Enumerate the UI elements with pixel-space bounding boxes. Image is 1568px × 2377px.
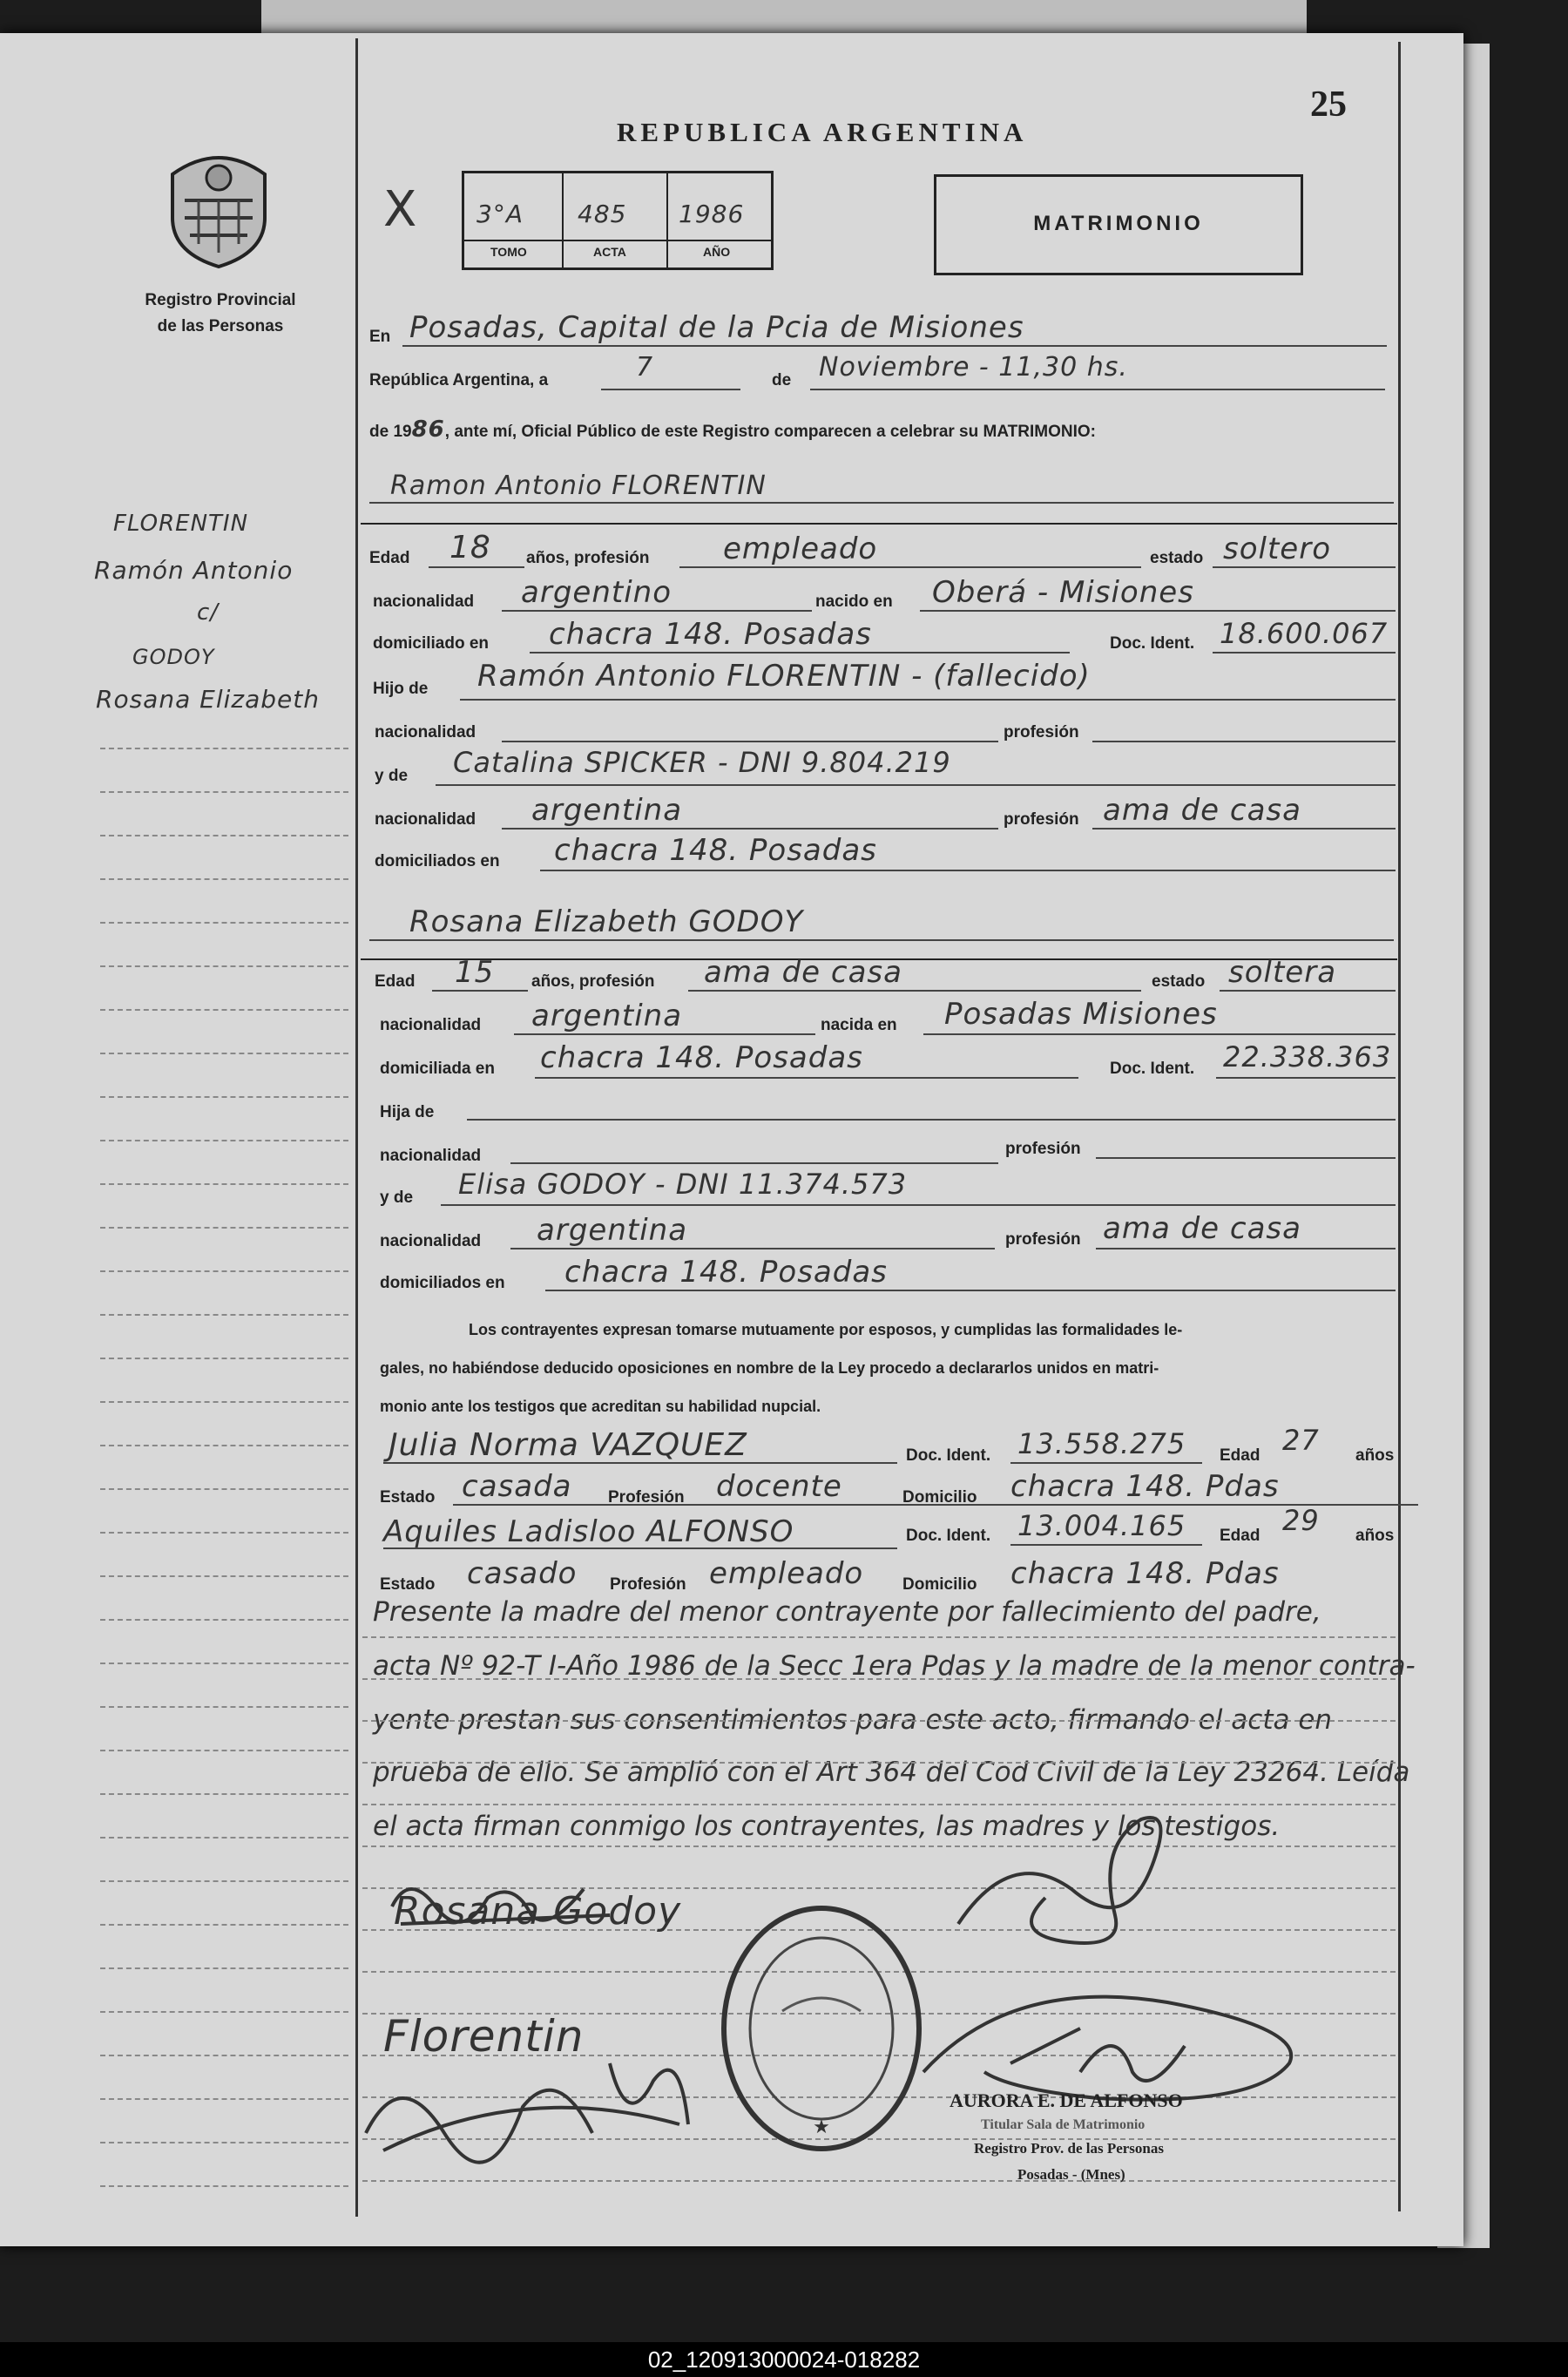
witness-1-edad-label: Edad	[1220, 1446, 1260, 1465]
sidebar-dashed-line	[100, 1401, 348, 1403]
groom-nac: argentino	[521, 575, 672, 610]
bride-dom-label: domiciliada en	[380, 1060, 495, 1078]
sidebar-name-5: Rosana Elizabeth	[96, 685, 320, 714]
sidebar-name-2: Ramón Antonio	[94, 556, 294, 585]
bride-estado: soltera	[1228, 955, 1337, 990]
witness-2-estado-label: Estado	[380, 1575, 436, 1594]
place-value: Posadas, Capital de la Pcia de Misiones	[409, 310, 1024, 345]
sidebar-dashed-line	[100, 1445, 348, 1446]
groom-mother-nac-label: nacionalidad	[375, 810, 476, 829]
stamp-line-4: Posadas - (Mnes)	[1017, 2166, 1125, 2183]
margin-line-right	[1398, 42, 1401, 2211]
matrimonio-label: MATRIMONIO	[1033, 212, 1204, 235]
country-title: REPUBLICA ARGENTINA	[617, 117, 1028, 147]
sidebar-dashed-line	[100, 1532, 348, 1534]
witness-2-edad: 29	[1282, 1504, 1320, 1537]
bride-father-prof-label: profesión	[1005, 1140, 1081, 1158]
sidebar-dashed-line	[100, 1358, 348, 1359]
witness-2-doc: 13.004.165	[1017, 1509, 1186, 1542]
bride-mother: Elisa GODOY - DNI 11.374.573	[458, 1168, 908, 1201]
bride-doc-label: Doc. Ident.	[1110, 1060, 1195, 1078]
image-caption: 02_120913000024-018282	[0, 2342, 1568, 2377]
sidebar-dashed-line	[100, 835, 348, 836]
sidebar-dashed-line	[100, 1140, 348, 1141]
witness-1-anos-label: años	[1355, 1446, 1395, 1465]
legal-line-1: Los contrayentes expresan tomarse mutuamente por esposos, y cumplidas las formalidades le-	[469, 1321, 1183, 1338]
sidebar-dashed-line	[100, 1750, 348, 1751]
sidebar-dashed-line	[100, 1967, 348, 1969]
note-line-5: el acta firman conmigo los contrayentes, las madres y los testigos.	[373, 1811, 1281, 1842]
note-line-4: prueba de ello. Se amplió con el Art 364 del Cod Civil de la Ley 23264. Leída	[373, 1757, 1410, 1788]
sidebar-dashed-line	[100, 878, 348, 880]
groom-edad: 18	[449, 530, 491, 565]
acta-label: ACTA	[593, 245, 626, 259]
margin-line-left	[355, 38, 358, 2217]
ruled-line	[362, 2180, 1396, 2182]
sidebar-dashed-line	[100, 2055, 348, 2056]
official-round-stamp-icon	[713, 1898, 930, 2159]
de-label: de	[772, 371, 792, 389]
sidebar-name-4: GODOY	[132, 645, 215, 669]
bride-signature: Rosana Godoy	[394, 1889, 682, 1933]
witness-1-dom-label: Domicilio	[902, 1488, 977, 1507]
witness-1-dom: chacra 148. Pdas	[1010, 1469, 1280, 1504]
sidebar-dashed-line	[100, 1096, 348, 1098]
sidebar-dashed-line	[100, 1053, 348, 1054]
note-line-1: Presente la madre del menor contrayente por fallecimiento del padre,	[373, 1596, 1321, 1628]
ruled-line	[362, 1678, 1396, 1680]
page-number: 25	[1310, 85, 1347, 125]
note-line-3: yente prestan sus consentimientos para este acto, firmando el acta en	[373, 1704, 1333, 1736]
witness-1-name: Julia Norma VAZQUEZ	[389, 1427, 747, 1463]
stamp-line-2: Titular Sala de Matrimonio	[981, 2117, 1146, 2132]
sidebar-dashed-line	[100, 748, 348, 749]
sidebar-dashed-line	[100, 2142, 348, 2143]
republica-label: República Argentina, a	[369, 371, 549, 389]
bride-edad-label: Edad	[375, 972, 416, 991]
stamp-line-1: AURORA E. DE ALFONSO	[950, 2089, 1183, 2111]
bride-name: Rosana Elizabeth GODOY	[409, 904, 804, 939]
witness-1-edad: 27	[1282, 1424, 1320, 1457]
month-value: Noviembre - 11,30 hs.	[819, 352, 1128, 383]
sidebar-dashed-line	[100, 1880, 348, 1882]
signature-scribble-2	[941, 1793, 1202, 1959]
witness-2-dom-label: Domicilio	[902, 1575, 977, 1594]
sidebar-dashed-line	[100, 1793, 348, 1795]
witness-2-anos-label: años	[1355, 1527, 1395, 1545]
groom-name: Ramon Antonio FLORENTIN	[390, 471, 767, 501]
x-mark: X	[383, 181, 418, 238]
year-line: de 1986, ante mí, Oficial Público de este Registro comparecen a celebrar su MATRIMONIO:	[369, 416, 1096, 443]
witness-1-prof-label: Profesión	[608, 1488, 685, 1507]
groom-mother-nac: argentina	[531, 793, 683, 828]
bride-mother-nac: argentina	[537, 1213, 688, 1248]
groom-nacido-label: nacido en	[815, 593, 893, 611]
day-value: 7	[636, 352, 654, 383]
bride-edad: 15	[455, 955, 495, 990]
groom-doc-label: Doc. Ident.	[1110, 634, 1195, 653]
en-label: En	[369, 328, 391, 346]
groom-mother-prof-label: profesión	[1004, 810, 1079, 829]
bride-yde-label: y de	[380, 1188, 414, 1207]
groom-father-prof-label: profesión	[1004, 723, 1079, 742]
groom-signature: Florentin	[383, 2011, 585, 2062]
ano-label: AÑO	[703, 245, 731, 259]
witness-2-doc-label: Doc. Ident.	[906, 1527, 991, 1545]
sidebar-dashed-line	[100, 1575, 348, 1577]
stamp-line-3: Registro Prov. de las Personas	[974, 2140, 1164, 2157]
groom-parents-dom-label: domiciliados en	[375, 852, 500, 870]
groom-estado: soltero	[1223, 532, 1331, 566]
svg-text:★: ★	[813, 2116, 830, 2137]
witness-2-prof-label: Profesión	[610, 1575, 686, 1594]
bride-doc: 22.338.363	[1223, 1040, 1392, 1073]
sidebar-name-1: FLORENTIN	[113, 511, 249, 537]
registry-box	[462, 171, 774, 270]
sidebar-dashed-line	[100, 1270, 348, 1272]
sidebar-dashed-line	[100, 1488, 348, 1490]
book-edge-top	[261, 0, 1307, 33]
ruled-line	[362, 1762, 1396, 1764]
provincial-seal-icon	[164, 148, 274, 270]
witness-1-doc-label: Doc. Ident.	[906, 1446, 991, 1465]
legal-line-3: monio ante los testigos que acreditan su habilidad nupcial.	[380, 1398, 821, 1415]
groom-father-nac-label: nacionalidad	[375, 723, 476, 742]
witness-2-estado: casado	[467, 1556, 578, 1591]
acta-value: 485	[578, 200, 627, 228]
bride-profesion-label: años, profesión	[531, 972, 655, 991]
ruled-line	[362, 1636, 1396, 1638]
groom-dom-label: domiciliado en	[373, 634, 490, 653]
ano-value: 1986	[679, 200, 745, 228]
ruled-line	[362, 1804, 1396, 1805]
bride-mother-nac-label: nacionalidad	[380, 1232, 482, 1250]
groom-nacido: Oberá - Misiones	[932, 575, 1194, 610]
bride-nac: argentina	[531, 999, 683, 1033]
witness-2-name: Aquiles Ladisloo ALFONSO	[383, 1514, 794, 1549]
groom-mother-prof: ama de casa	[1103, 793, 1301, 828]
groom-estado-label: estado	[1150, 549, 1204, 567]
bride-mother-prof: ama de casa	[1103, 1211, 1301, 1246]
ruled-line	[362, 1720, 1396, 1722]
sidebar-dashed-line	[100, 791, 348, 793]
sidebar-dashed-line	[100, 2185, 348, 2187]
bride-hija-label: Hija de	[380, 1103, 435, 1121]
bride-mother-prof-label: profesión	[1005, 1230, 1081, 1249]
org-line-2: de las Personas	[157, 317, 284, 335]
witness-1-estado-label: Estado	[380, 1488, 436, 1507]
groom-nac-label: nacionalidad	[373, 593, 475, 611]
groom-parents-dom: chacra 148. Posadas	[554, 833, 877, 868]
groom-doc: 18.600.067	[1220, 617, 1389, 650]
witness-2-edad-label: Edad	[1220, 1527, 1260, 1545]
legal-line-2: gales, no habiéndose deducido oposiciones en nombre de la Ley procedo a declararlos unidos en matri-	[380, 1359, 1159, 1377]
witness-1-prof: docente	[716, 1469, 842, 1504]
groom-hijo-label: Hijo de	[373, 680, 429, 698]
sidebar-dashed-line	[100, 1619, 348, 1621]
tomo-value: 3°A	[476, 200, 524, 228]
signature-scribble-3	[348, 2028, 714, 2177]
sidebar-name-3: c/	[197, 599, 220, 626]
ruled-line	[362, 1845, 1396, 1847]
sidebar-dashed-line	[100, 965, 348, 967]
bride-profesion: ama de casa	[704, 955, 902, 990]
tomo-label: TOMO	[490, 245, 527, 259]
groom-father: Ramón Antonio FLORENTIN - (fallecido)	[477, 659, 1091, 694]
sidebar-dashed-line	[100, 922, 348, 924]
bride-parents-dom-label: domiciliados en	[380, 1274, 505, 1292]
groom-yde-label: y de	[375, 767, 409, 785]
witness-2-prof: empleado	[709, 1556, 864, 1591]
groom-profesion-label: años, profesión	[526, 549, 650, 567]
bride-estado-label: estado	[1152, 972, 1206, 991]
bride-nacida: Posadas Misiones	[944, 997, 1218, 1032]
sidebar-dashed-line	[100, 1314, 348, 1316]
witness-1-estado: casada	[462, 1469, 572, 1504]
sidebar-dashed-line	[100, 1924, 348, 1926]
groom-mother: Catalina SPICKER - DNI 9.804.219	[453, 746, 951, 779]
sidebar-dashed-line	[100, 2011, 348, 2013]
sidebar-dashed-line	[100, 1183, 348, 1185]
sidebar-dashed-line	[100, 1837, 348, 1839]
org-line-1: Registro Provincial	[145, 291, 296, 309]
bride-parents-dom: chacra 148. Posadas	[564, 1255, 888, 1290]
bride-nacida-label: nacida en	[821, 1016, 897, 1034]
witness-1-doc: 13.558.275	[1017, 1427, 1186, 1460]
groom-profesion: empleado	[723, 532, 878, 566]
sidebar-dashed-line	[100, 1227, 348, 1229]
groom-edad-label: Edad	[369, 549, 410, 567]
sidebar-dashed-line	[100, 1706, 348, 1708]
bride-dom: chacra 148. Posadas	[540, 1040, 863, 1075]
witness-2-dom: chacra 148. Pdas	[1010, 1556, 1280, 1591]
groom-dom: chacra 148. Posadas	[549, 617, 872, 652]
sidebar-dashed-line	[100, 1009, 348, 1011]
matrimonio-box	[934, 174, 1303, 275]
civil-record-page	[0, 33, 1463, 2246]
sidebar-dashed-line	[100, 1663, 348, 1664]
bride-father-nac-label: nacionalidad	[380, 1147, 482, 1165]
bride-nac-label: nacionalidad	[380, 1016, 482, 1034]
sidebar-dashed-line	[100, 2098, 348, 2100]
note-line-2: acta Nº 92-T I-Año 1986 de la Secc 1era Pdas y la madre de la menor contra-	[373, 1650, 1416, 1682]
